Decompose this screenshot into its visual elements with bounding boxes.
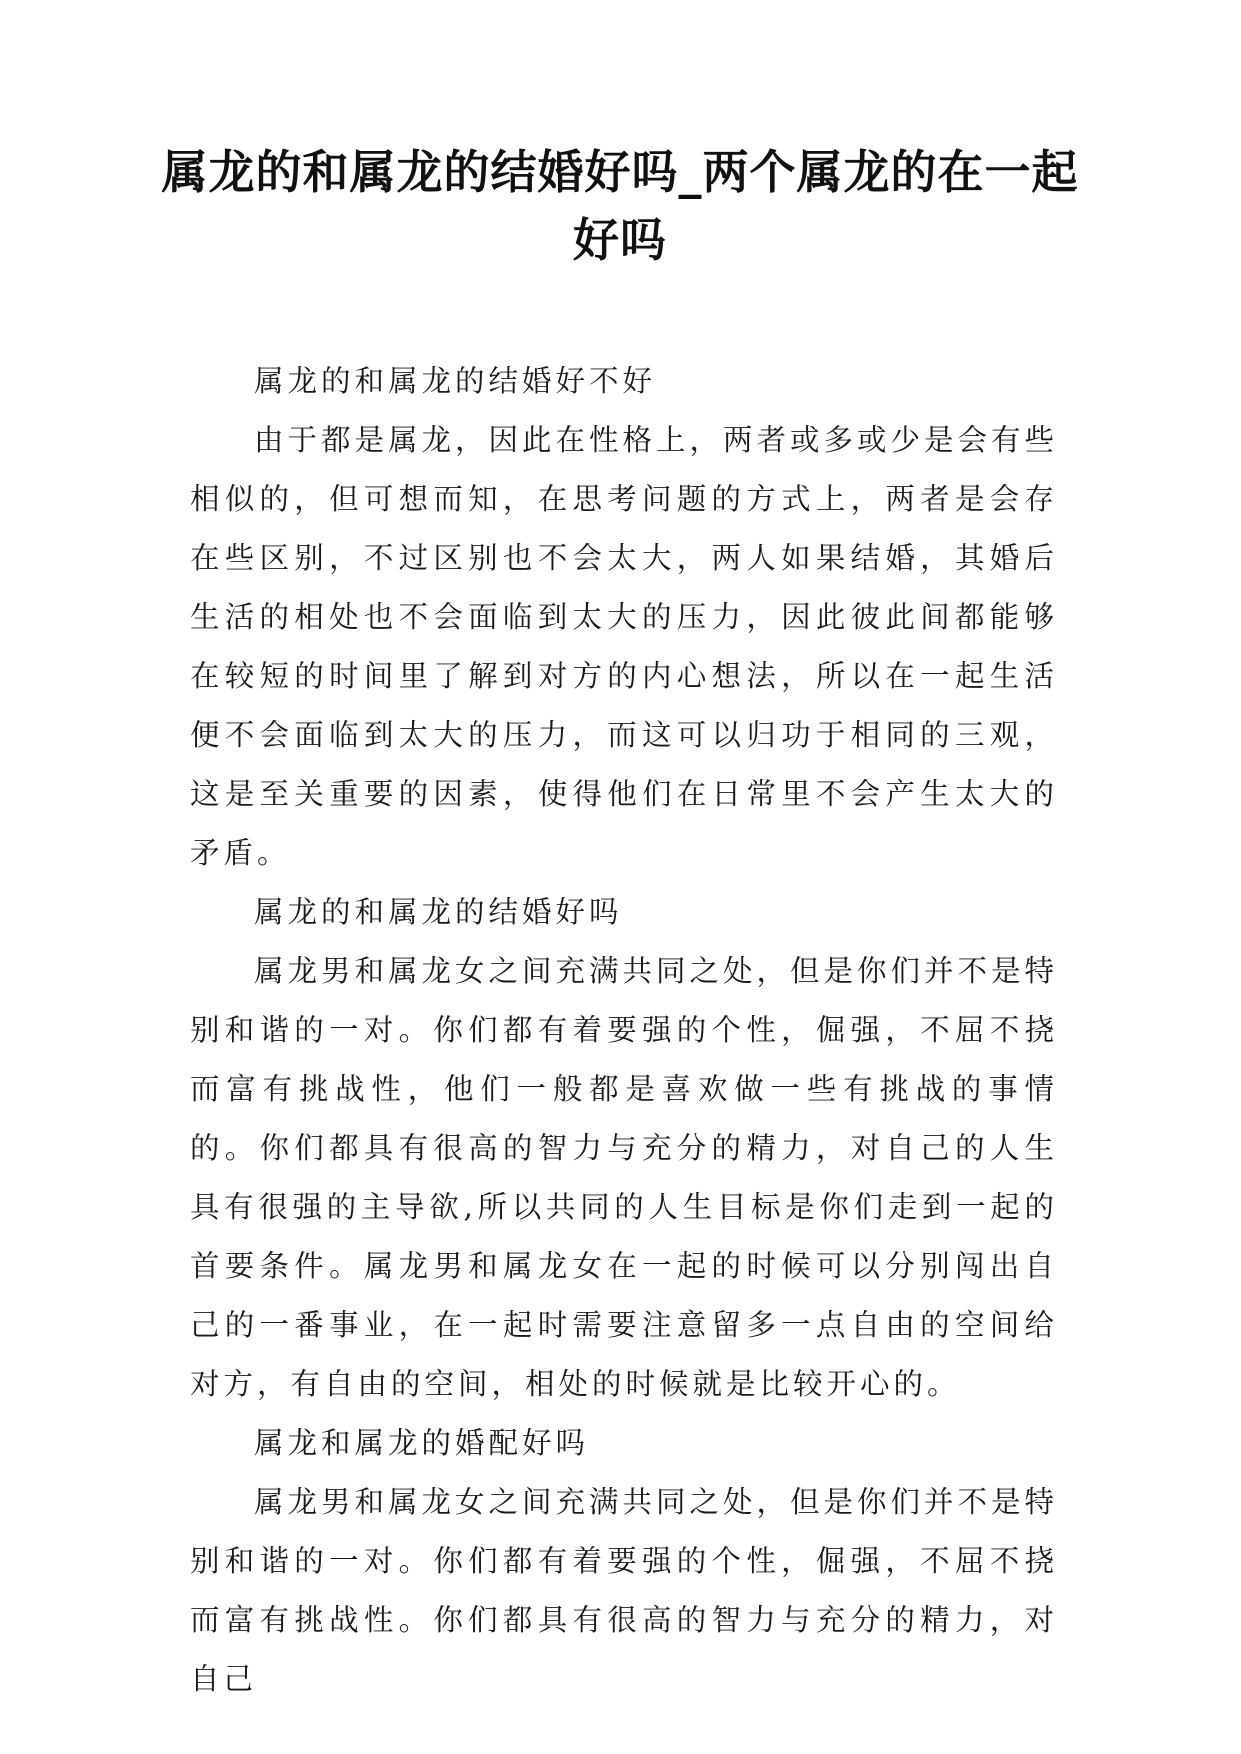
section-heading-1: 属龙的和属龙的结婚好不好 (254, 364, 657, 398)
section-heading-2: 属龙的和属龙的结婚好吗 (254, 895, 623, 929)
document-title: 属龙的和属龙的结婚好吗_两个属龙的在一起好吗 (161, 145, 1079, 267)
section-heading-3: 属龙和属龙的婚配好吗 (254, 1426, 590, 1460)
section-paragraph-2: 属龙男和属龙女之间充满共同之处，但是你们并不是特别和谐的一对。你们都有着要强的个性，倔强，不屈不挠而富有挑战性，他们一般都是喜欢做一些有挑战的事情的。你们都具有很高的智力与充分的精力，对自己的人生具有很强的主导欲,所以共同的人生目标是你们走到一起的首要条件。属龙男和属龙女在一起的时候可以分别闯出自己的一番事业，在一起时需要注意留多一点自由的空间给对方，有自由的空间，相处的时候就是比较开心的。 (190, 954, 1059, 1401)
document-body (190, 352, 1058, 1709)
section-paragraph-3: 属龙男和属龙女之间充满共同之处，但是你们并不是特别和谐的一对。你们都有着要强的个性，倔强，不屈不挠而富有挑战性。你们都具有很高的智力与充分的精力，对自己 (190, 1485, 1059, 1696)
section-paragraph-1: 由于都是属龙，因此在性格上，两者或多或少是会有些相似的，但可想而知，在思考问题的方式上，两者是会存在些区别，不过区别也不会太大，两人如果结婚，其婚后生活的相处也不会面临到太大的压力，因此彼此间都能够在较短的时间里了解到对方的内心想法，所以在一起生活便不会面临到太大的压力，而这可以归功于相同的三观，这是至关重要的因素，使得他们在日常里不会产生太大的矛盾。 (190, 423, 1059, 870)
